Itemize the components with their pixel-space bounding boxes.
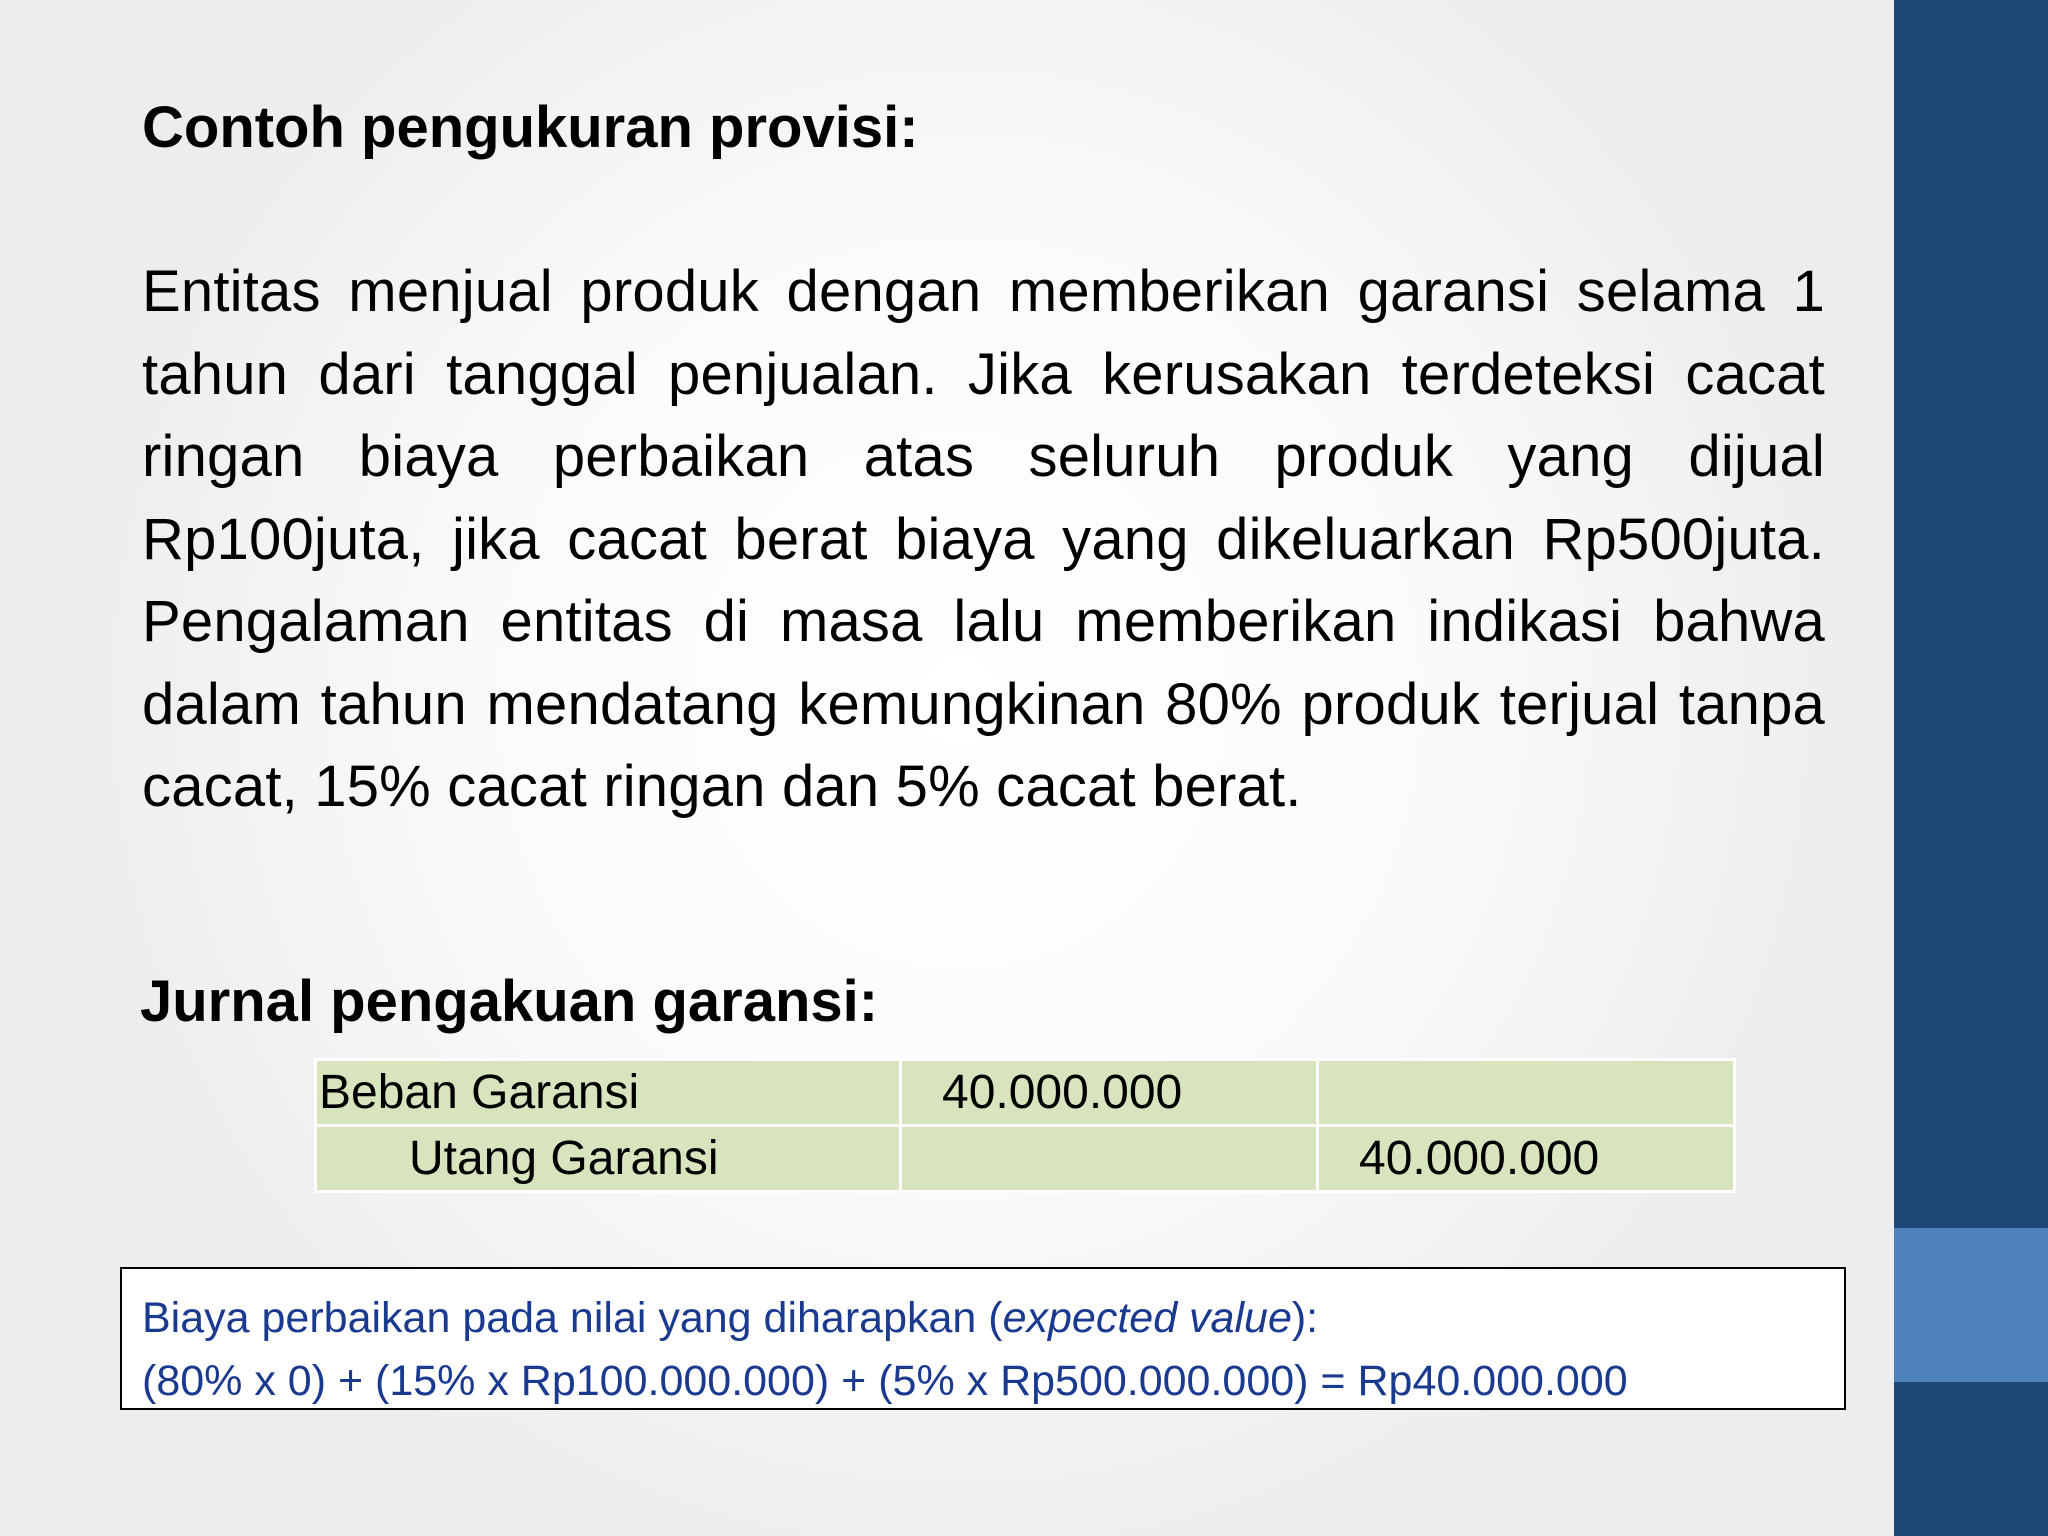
note-line-1 bbox=[142, 1287, 1844, 1350]
expected-value-note bbox=[120, 1267, 1846, 1410]
debit-cell bbox=[901, 1126, 1318, 1192]
note-line-1-suffix: ): bbox=[1291, 1294, 1319, 1342]
slide-paragraph: Entitas menjual produk dengan memberikan garansi selama 1 tahun dari tanggal penjualan. Jika kerusakan terdeteksi cacat ringan biaya perbaikan atas seluruh produk yang dijual Rp100juta, jika cacat berat biaya yang dikeluarkan Rp500juta. Pengalaman entitas di masa lalu memberikan indikasi bahwa dalam tahun mendatang kemungkinan 80% produk terjual tanpa cacat, 15% cacat ringan dan 5% cacat berat. bbox=[142, 259, 1825, 819]
account-cell: Utang Garansi bbox=[316, 1126, 901, 1192]
table-row bbox=[316, 1126, 1735, 1192]
note-line-1-prefix: Biaya perbaikan pada nilai yang diharapkan ( bbox=[142, 1294, 1003, 1342]
credit-cell bbox=[1318, 1060, 1735, 1126]
slide-title: Contoh pengukuran provisi: bbox=[142, 95, 919, 160]
journal-heading: Jurnal pengakuan garansi: bbox=[140, 969, 879, 1034]
table-row bbox=[316, 1060, 1735, 1126]
debit-cell: 40.000.000 bbox=[901, 1060, 1318, 1126]
sidebar-accent-block bbox=[1894, 1228, 2048, 1382]
note-line-2: (80% x 0) + (15% x Rp100.000.000) + (5% x Rp500.000.000) = Rp40.000.000 bbox=[142, 1357, 1628, 1405]
journal-table bbox=[314, 1058, 1736, 1193]
credit-cell: 40.000.000 bbox=[1318, 1126, 1735, 1192]
note-line-1-italic: expected value bbox=[1002, 1294, 1292, 1342]
account-cell: Beban Garansi bbox=[316, 1060, 901, 1126]
